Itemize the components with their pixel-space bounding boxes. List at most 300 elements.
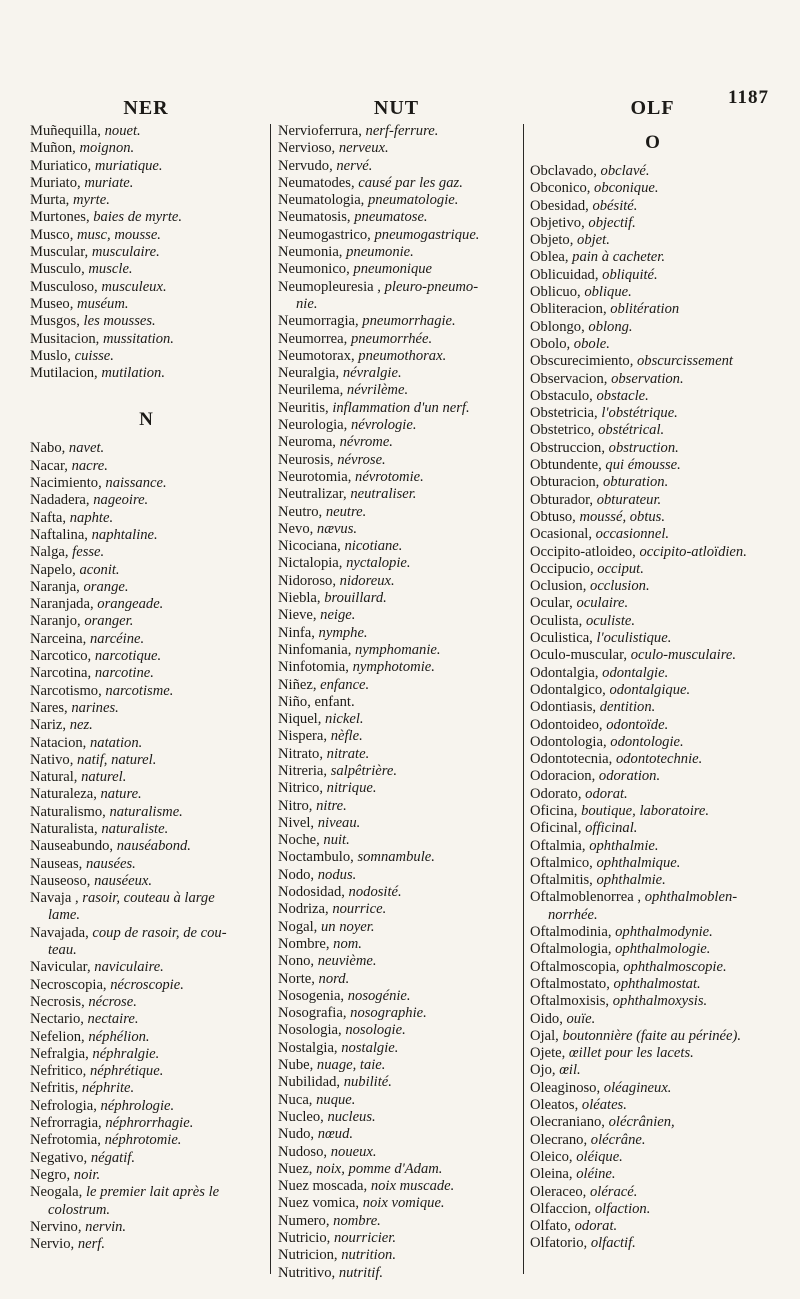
dictionary-entry	[278, 642, 515, 659]
translation: ouïe.	[566, 1010, 596, 1027]
dictionary-entry	[278, 175, 515, 192]
translation: oléates.	[581, 1097, 627, 1114]
headword: Neutro,	[278, 503, 323, 520]
entry-list	[30, 123, 262, 382]
dictionary-entry	[278, 988, 515, 1005]
dictionary-entry	[30, 510, 262, 527]
dictionary-entry	[530, 163, 775, 180]
translation: névrome.	[339, 434, 393, 451]
dictionary-entry	[278, 382, 515, 399]
headword: Oleraceo,	[530, 1183, 587, 1200]
headword: Nitro,	[278, 797, 313, 814]
translation: oléracé.	[589, 1183, 638, 1200]
headword: Noche,	[278, 832, 320, 849]
translation: narcotine.	[94, 665, 154, 682]
translation: oculo-musculaire.	[630, 647, 736, 664]
dictionary-entry	[278, 123, 515, 140]
headword: Ninfomania,	[278, 641, 352, 658]
headword: Nariz,	[30, 717, 67, 734]
translation: olfaction.	[594, 1200, 651, 1217]
headword: Nuca,	[278, 1091, 313, 1108]
translation: obscurcissement	[637, 353, 733, 370]
dictionary-entry	[278, 711, 515, 728]
translation: myrte.	[72, 192, 110, 209]
headword: Oleaginoso,	[530, 1079, 601, 1096]
dictionary-entry	[278, 607, 515, 624]
headword: Obscurecimiento,	[530, 353, 634, 370]
dictionary-entry	[278, 694, 515, 711]
dictionary-entry	[278, 1126, 515, 1143]
dictionary-entry	[30, 838, 262, 855]
translation: odontologie.	[610, 733, 684, 750]
headword: Obturador,	[530, 491, 594, 508]
dictionary-entry	[30, 856, 262, 873]
headword: Neogala,	[30, 1184, 83, 1201]
headword: Nefelion,	[30, 1028, 85, 1045]
headword: Oftalmoscopia,	[530, 958, 620, 975]
dictionary-entry	[530, 301, 775, 318]
dictionary-entry	[278, 313, 515, 330]
translation: pneumorrhée.	[350, 330, 433, 347]
translation: muriatique.	[94, 157, 163, 174]
headword: Oftalmostato,	[530, 975, 610, 992]
translation: oblique.	[584, 284, 632, 301]
translation: naturaliste.	[101, 820, 169, 837]
translation: nervé.	[336, 157, 373, 174]
dictionary-entry	[30, 717, 262, 734]
dictionary-entry	[530, 319, 775, 336]
translation: baies de myrte.	[93, 209, 183, 226]
translation: neutraliser.	[350, 486, 417, 503]
dictionary-entry	[30, 544, 262, 561]
translation: noir.	[73, 1166, 101, 1183]
translation: nitrate.	[326, 745, 370, 762]
translation: odontalgie.	[602, 664, 669, 681]
dictionary-entry	[278, 1022, 515, 1039]
letter-heading: N	[139, 409, 153, 431]
dictionary-entry	[30, 279, 262, 296]
dictionary-entry	[278, 158, 515, 175]
dictionary-entry	[530, 232, 775, 249]
dictionary-entry	[530, 1080, 775, 1097]
headword: Nitrato,	[278, 745, 323, 762]
headword: Naturaleza,	[30, 786, 97, 803]
headword: Oido,	[530, 1010, 563, 1027]
dictionary-entry	[530, 249, 775, 266]
dictionary-entry	[530, 976, 775, 993]
translation: narcotisme.	[105, 682, 174, 699]
headword: Obstruccion,	[530, 439, 605, 456]
translation: occipito-atloïdien.	[639, 543, 747, 560]
translation: nævus.	[316, 520, 358, 537]
translation: nosographie.	[350, 1005, 427, 1022]
headword: Oleatos,	[530, 1097, 579, 1114]
dictionary-entry	[278, 1178, 515, 1195]
dictionary-entry	[278, 469, 515, 486]
headword: Odontalgia,	[530, 664, 599, 681]
headword: Murtones,	[30, 209, 90, 226]
headword: Nube,	[278, 1057, 314, 1074]
headword: Nabo,	[30, 440, 66, 457]
dictionary-entry	[530, 267, 775, 284]
dictionary-entry	[278, 192, 515, 209]
translation: ophthalmostat.	[613, 975, 701, 992]
headword: Nefrologia,	[30, 1097, 97, 1114]
translation: ophthalmoscopie.	[623, 958, 727, 975]
dictionary-entry	[30, 192, 262, 209]
translation: odorat.	[585, 785, 628, 802]
dictionary-entry	[530, 665, 775, 682]
headword: Oculista,	[530, 612, 583, 629]
dictionary-entry	[30, 1184, 262, 1219]
headword: Odorato,	[530, 785, 582, 802]
dictionary-entry	[278, 971, 515, 988]
translation: nidoreux.	[339, 572, 395, 589]
headword: Oftalmodinia,	[530, 924, 612, 941]
dictionary-entry	[530, 474, 775, 491]
dictionary-entry	[278, 261, 515, 278]
headword: Noctambulo,	[278, 849, 354, 866]
dictionary-entry	[278, 590, 515, 607]
headword: Musculoso,	[30, 278, 98, 295]
dictionary-entry	[278, 815, 515, 832]
column-header: NUT	[373, 97, 420, 119]
headword: Musco,	[30, 226, 74, 243]
translation: ophthalmoxysis.	[612, 993, 708, 1010]
translation: obclavé.	[600, 163, 650, 179]
dictionary-entry	[530, 1149, 775, 1166]
headword: Neumorrea,	[278, 330, 348, 347]
dictionary-entry	[530, 371, 775, 388]
dictionary-entry	[530, 734, 775, 751]
translation: musculaire.	[91, 244, 160, 261]
headword: Muñequilla,	[30, 123, 101, 139]
dictionary-entry	[30, 786, 262, 803]
dictionary-entry	[278, 227, 515, 244]
headword: Odontiasis,	[530, 699, 597, 716]
dictionary-entry	[278, 1230, 515, 1247]
translation: pneumonie.	[346, 244, 414, 261]
headword: Nares,	[30, 699, 68, 716]
translation: néphralgie.	[92, 1045, 160, 1062]
dictionary-entry	[30, 631, 262, 648]
dictionary-entry	[530, 595, 775, 612]
dictionary-entry	[30, 665, 262, 682]
translation: musc, mousse.	[77, 226, 161, 243]
translation: narcéine.	[89, 630, 145, 647]
dictionary-entry	[30, 1046, 262, 1063]
translation: aconit.	[79, 561, 120, 578]
headword: Obliteracion,	[530, 301, 607, 318]
headword: Oftalmoblenorrea ,	[530, 889, 642, 906]
dictionary-entry	[30, 579, 262, 596]
dictionary-entry	[530, 561, 775, 578]
dictionary-entry	[530, 699, 775, 716]
translation: occasionnel.	[595, 526, 670, 543]
dictionary-entry	[30, 175, 262, 192]
translation: oléique.	[576, 1148, 623, 1165]
dictionary-entry	[530, 1184, 775, 1201]
section-spacer	[30, 382, 262, 400]
headword: Objeto,	[530, 232, 574, 249]
dictionary-entry	[278, 625, 515, 642]
dictionary-entry	[530, 405, 775, 422]
dictionary-entry	[30, 1098, 262, 1115]
translation: nutritif.	[338, 1264, 384, 1281]
headword: Oblea,	[530, 249, 569, 266]
translation: naissance.	[105, 475, 167, 492]
dictionary-entry	[30, 700, 262, 717]
headword: Nono,	[278, 953, 315, 970]
translation: qui émousse.	[605, 457, 681, 474]
headword: Nuez vomica,	[278, 1195, 360, 1212]
translation: nécroscopie.	[110, 976, 184, 993]
headword: Narcotina,	[30, 665, 92, 682]
translation: obstétrical.	[598, 422, 665, 439]
dictionary-entry	[30, 458, 262, 475]
headword: Nervino,	[30, 1218, 82, 1235]
headword: Neumonico,	[278, 261, 350, 278]
translation: les mousses.	[83, 313, 156, 330]
headword: Necrosis,	[30, 993, 85, 1010]
column-header: NER	[123, 97, 169, 119]
translation: ophthalmie.	[596, 872, 666, 889]
dictionary-entry	[30, 977, 262, 994]
dictionary-entry	[530, 820, 775, 837]
dictionary-entry	[278, 798, 515, 815]
translation: nitre.	[316, 797, 347, 814]
dictionary-entry	[530, 215, 775, 232]
translation: olfactif.	[590, 1235, 636, 1252]
headword: Obesidad,	[530, 197, 589, 214]
dictionary-entry	[30, 804, 262, 821]
headword: Nispera,	[278, 728, 328, 745]
translation: nuit.	[323, 832, 350, 849]
headword: Nativo,	[30, 751, 74, 768]
dictionary-entry	[278, 832, 515, 849]
dictionary-entry	[30, 527, 262, 544]
dictionary-entry	[530, 422, 775, 439]
dictionary-entry	[278, 244, 515, 261]
translation: névralgie.	[342, 365, 402, 382]
translation: nosologie.	[345, 1022, 406, 1039]
column-nut	[278, 93, 515, 1282]
headword: Neuroma,	[278, 434, 336, 451]
translation: obturation.	[602, 474, 669, 491]
dictionary-entry	[278, 279, 515, 314]
dictionary-entry	[30, 890, 262, 925]
headword: Neumotorax,	[278, 347, 355, 364]
dictionary-entry	[530, 492, 775, 509]
translation: enfance.	[320, 676, 370, 693]
headword: Naturalista,	[30, 820, 98, 837]
headword: Occipucio,	[530, 560, 594, 577]
translation: nauséeux.	[94, 872, 153, 889]
translation: pneumothorax.	[358, 347, 447, 364]
dictionary-entry	[278, 780, 515, 797]
translation: niveau.	[317, 814, 361, 831]
translation: obstacle.	[596, 387, 649, 404]
headword: Odontalgico,	[530, 681, 606, 698]
translation: obturateur.	[596, 491, 662, 508]
dictionary-entry	[530, 803, 775, 820]
translation: olécrânien,	[608, 1114, 675, 1131]
translation: obole.	[573, 335, 610, 352]
dictionary-entry	[278, 331, 515, 348]
dictionary-entry	[278, 1040, 515, 1057]
translation: observation.	[611, 370, 684, 387]
dictionary-entry	[30, 596, 262, 613]
translation: boutique, laboratoire.	[581, 802, 710, 819]
headword: Nauseoso,	[30, 872, 91, 889]
translation: odorat.	[574, 1218, 618, 1235]
translation: noueux.	[330, 1143, 377, 1160]
headword: Nervioferrura,	[278, 123, 362, 139]
translation: neuvième.	[317, 953, 377, 970]
letter-heading: O	[645, 132, 660, 153]
column-divider-left	[270, 124, 271, 1274]
translation: obconique.	[594, 180, 659, 197]
translation: pleuro-pneumo-	[384, 278, 479, 295]
dictionary-entry	[278, 573, 515, 590]
translation: nosogénie.	[347, 987, 411, 1004]
translation: muriate.	[84, 174, 134, 191]
headword: Oficinal,	[530, 820, 582, 837]
translation: brouillard.	[324, 590, 387, 607]
dictionary-entry	[30, 648, 262, 665]
headword: Musitacion,	[30, 330, 100, 347]
headword: Neumatodes,	[278, 174, 355, 191]
dictionary-entry	[530, 198, 775, 215]
headword: Navaja ,	[30, 890, 79, 907]
translation: négatif.	[90, 1149, 135, 1166]
translation: nerveux.	[338, 140, 389, 157]
headword: Nostalgia,	[278, 1039, 338, 1056]
translation: odoration.	[598, 768, 661, 785]
headword: Odontoideo,	[530, 716, 603, 733]
headword: Nodosidad,	[278, 884, 345, 901]
headword: Negativo,	[30, 1149, 88, 1166]
translation: névrose.	[337, 451, 386, 468]
dictionary-entry	[30, 821, 262, 838]
translation: pneumogastrique.	[374, 226, 480, 243]
dictionary-entry	[530, 1201, 775, 1218]
translation: oléagineux.	[603, 1079, 672, 1096]
headword: Oftalmitis,	[530, 872, 593, 889]
headword: Naturalismo,	[30, 803, 106, 820]
dictionary-entry	[30, 227, 262, 244]
dictionary-entry	[30, 365, 262, 382]
dictionary-entry	[278, 1213, 515, 1230]
translation-continuation: nie.	[296, 295, 318, 312]
translation: odontalgique.	[609, 681, 691, 698]
headword: Neurilema,	[278, 382, 344, 399]
translation: nez.	[69, 717, 93, 734]
translation: pneumatologie.	[367, 192, 459, 209]
translation: œil.	[559, 1062, 581, 1079]
headword: Nutricion,	[278, 1247, 338, 1264]
column-header: OLF	[630, 97, 675, 119]
headword: Obstaculo,	[530, 387, 593, 404]
translation: néphrétique.	[89, 1063, 164, 1080]
headword: Narceina,	[30, 630, 87, 647]
translation: natif, naturel.	[77, 751, 157, 768]
column-ner	[30, 93, 262, 1253]
translation: neige.	[320, 607, 356, 624]
headword: Nefritico,	[30, 1063, 87, 1080]
dictionary-entry	[530, 544, 775, 561]
dictionary-entry	[530, 959, 775, 976]
headword: Navajada,	[30, 924, 89, 941]
headword: Oculo-muscular,	[530, 647, 628, 664]
translation: obliquité.	[602, 266, 658, 283]
dictionary-entry	[530, 647, 775, 664]
translation: néphrorrhagie.	[105, 1115, 194, 1132]
headword: Oleina,	[530, 1166, 573, 1183]
translation-continuation: lame.	[48, 907, 81, 924]
headword: Neumonia,	[278, 244, 343, 261]
dictionary-entry	[530, 526, 775, 543]
translation: dentition.	[599, 699, 656, 716]
dictionary-entry	[278, 1074, 515, 1091]
dictionary-entry	[30, 1029, 262, 1046]
dictionary-entry	[278, 521, 515, 538]
headword: Nucleo,	[278, 1108, 324, 1125]
dictionary-entry	[278, 953, 515, 970]
translation: orangeade.	[97, 596, 164, 613]
dictionary-entry	[30, 1080, 262, 1097]
translation: occlusion.	[590, 578, 650, 595]
translation: nymphotomie.	[352, 659, 435, 676]
headword: Occipito-atloideo,	[530, 543, 636, 560]
headword: Muscular,	[30, 244, 89, 261]
translation: odontotechnie.	[615, 751, 703, 768]
dictionary-entry	[530, 578, 775, 595]
headword: Nogal,	[278, 918, 318, 935]
dictionary-entry	[278, 728, 515, 745]
headword: Neumorragia,	[278, 313, 359, 330]
dictionary-entry	[278, 1144, 515, 1161]
headword: Oblicuo,	[530, 284, 581, 301]
translation: nodosité.	[348, 884, 402, 901]
translation: olécrâne.	[590, 1131, 646, 1148]
dictionary-entry	[30, 348, 262, 365]
translation: nodus.	[317, 866, 357, 883]
translation: naphtaline.	[91, 526, 158, 543]
headword: Neumogastrico,	[278, 226, 371, 243]
dictionary-entry	[530, 1097, 775, 1114]
dictionary-entry	[278, 1247, 515, 1264]
dictionary-entry	[278, 486, 515, 503]
headword: Natural,	[30, 769, 78, 786]
translation: oléine.	[576, 1166, 616, 1183]
dictionary-entry	[530, 630, 775, 647]
dictionary-entry	[278, 555, 515, 572]
translation: oranger.	[84, 613, 134, 630]
headword: Muriatico,	[30, 157, 92, 174]
dictionary-entry	[30, 994, 262, 1011]
headword: Nervioso,	[278, 140, 336, 157]
headword: Oftalmia,	[530, 837, 586, 854]
translation: nausées.	[85, 855, 136, 872]
headword: Obtuso,	[530, 508, 576, 525]
dictionary-entry	[530, 388, 775, 405]
translation: nacre.	[71, 457, 108, 474]
headword: Nadadera,	[30, 492, 90, 509]
translation: muséum.	[77, 295, 129, 312]
dictionary-entry	[30, 1167, 262, 1184]
translation: obésité.	[592, 197, 638, 214]
